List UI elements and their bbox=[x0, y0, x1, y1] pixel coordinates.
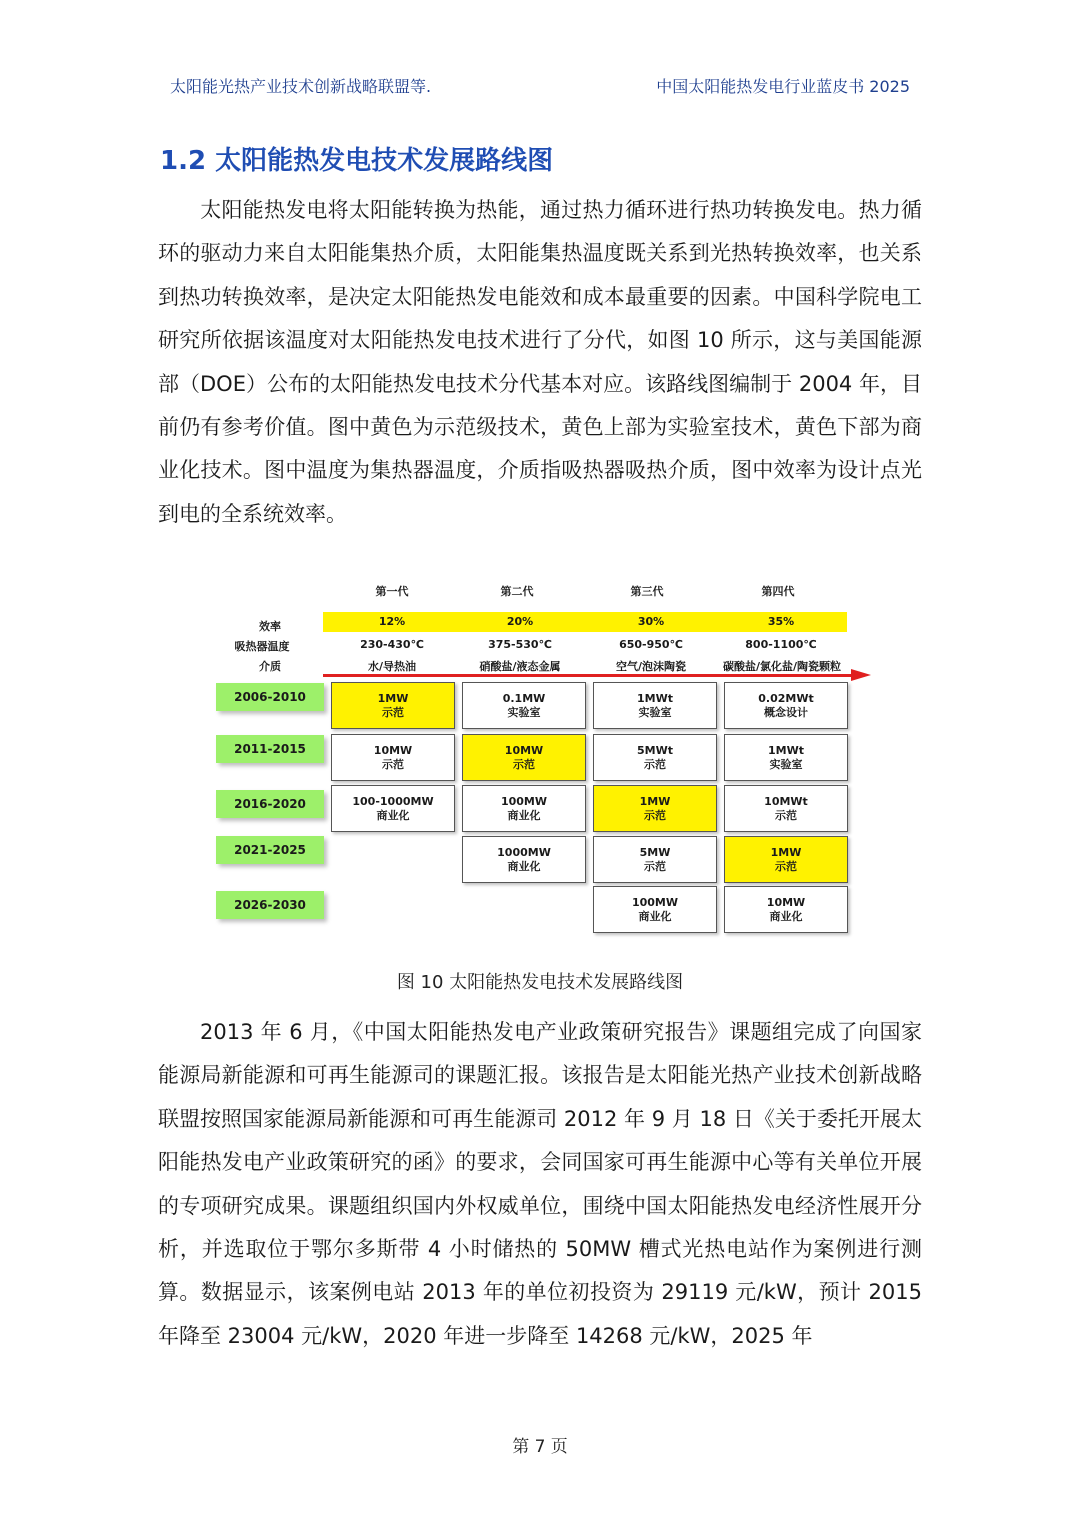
roadmap-cell bbox=[462, 734, 586, 781]
temperature-gen-4: 800-1100℃ bbox=[745, 638, 817, 651]
roadmap-cell-capacity: 1MW bbox=[377, 691, 409, 705]
roadmap-cell-capacity: 10MWt bbox=[764, 794, 808, 808]
efficiency-gen-2: 20% bbox=[506, 615, 534, 628]
roadmap-cell-capacity: 1MWt bbox=[768, 743, 804, 757]
period-2016-2020: 2016-2020 bbox=[216, 790, 324, 818]
roadmap-cell bbox=[593, 886, 717, 933]
roadmap-cell-capacity: 100-1000MW bbox=[352, 794, 434, 808]
medium-gen-2: 硝酸盐/液态金属 bbox=[479, 660, 561, 673]
period-2021-2025: 2021-2025 bbox=[216, 836, 324, 864]
roadmap-cell-capacity: 0.02MWt bbox=[758, 691, 814, 705]
generation-2-label: 第二代 bbox=[500, 585, 534, 598]
medium-gen-4: 碳酸盐/氯化盐/陶瓷颗粒 bbox=[722, 660, 842, 673]
period-2006-2010: 2006-2010 bbox=[216, 683, 324, 711]
roadmap-cell-stage: 示范 bbox=[644, 757, 666, 771]
medium-row-label: 介质 bbox=[259, 660, 281, 673]
roadmap-cell-capacity: 10MW bbox=[504, 743, 544, 757]
page-number: 第 7 页 bbox=[512, 1437, 568, 1457]
medium-gen-1: 水/导热油 bbox=[367, 660, 417, 673]
roadmap-cell-capacity: 1MWt bbox=[637, 691, 673, 705]
roadmap-cell bbox=[593, 836, 717, 883]
roadmap-cell-stage: 示范 bbox=[382, 757, 404, 771]
header-left: 太阳能光热产业技术创新战略联盟等. bbox=[170, 77, 432, 96]
temperature-row-label: 吸热器温度 bbox=[234, 640, 290, 653]
paragraph-1 bbox=[158, 189, 922, 536]
roadmap-cell-capacity: 1MW bbox=[770, 845, 802, 859]
roadmap-cell bbox=[462, 785, 586, 832]
section-title: 1.2 太阳能热发电技术发展路线图 bbox=[160, 146, 554, 176]
roadmap-cell-capacity: 100MW bbox=[631, 895, 679, 909]
efficiency-gen-4: 35% bbox=[767, 615, 795, 628]
roadmap-cell-stage: 实验室 bbox=[638, 705, 672, 719]
roadmap-cell-stage: 实验室 bbox=[507, 705, 541, 719]
roadmap-cell bbox=[331, 785, 455, 832]
paragraph-2 bbox=[158, 1011, 922, 1358]
roadmap-cell bbox=[462, 836, 586, 883]
roadmap-cell-capacity: 5MW bbox=[639, 845, 671, 859]
medium-gen-3: 空气/泡沫陶瓷 bbox=[615, 660, 687, 673]
roadmap-cell-capacity: 100MW bbox=[500, 794, 548, 808]
roadmap-cell-stage: 示范 bbox=[513, 757, 535, 771]
paragraph-2-text: 2013 年 6 月，《中国太阳能热发电产业政策研究报告》课题组完成了向国家能源局新能源和可再生能源司的课题汇报。该报告是太阳能光热产业技术创新战略联盟按照国家能源局新能源和可再生能源司 2012 年 9 月 18 日《关于委托开展太阳能热发电产业政策研究的函》的要求，会同国家可再生能源中心等有关单位开展的专项研究成果。课题组织国内外权威单位，围绕中国太阳能热发电经济性展开分析，并选取位于鄂尔多斯带 4 小时储热的 50MW 槽式光热电站作为案例进行测算。数据显示，该案例电站 2013 年的单位初投资为 29119 元/kW，预计 2015 年降至 23004 元/kW，2020 年进一步降至 14268 元/kW，2025 年 bbox=[158, 1020, 922, 1348]
period-2011-2015: 2011-2015 bbox=[216, 735, 324, 763]
header-right: 中国太阳能热发电行业蓝皮书 2025 bbox=[656, 77, 910, 96]
roadmap-cell-stage: 商业化 bbox=[638, 909, 672, 923]
roadmap-cell bbox=[331, 734, 455, 781]
roadmap-cell-stage: 示范 bbox=[644, 859, 666, 873]
roadmap-cell-stage: 商业化 bbox=[769, 909, 803, 923]
roadmap-cell bbox=[724, 785, 848, 832]
roadmap-figure bbox=[0, 575, 1080, 945]
period-2026-2030: 2026-2030 bbox=[216, 891, 324, 919]
roadmap-cell bbox=[593, 734, 717, 781]
roadmap-cell-capacity: 10MW bbox=[373, 743, 413, 757]
temperature-gen-2: 375-530℃ bbox=[488, 638, 552, 651]
roadmap-cell-stage: 示范 bbox=[382, 705, 404, 719]
roadmap-cell-stage: 示范 bbox=[775, 808, 797, 822]
efficiency-gen-3: 30% bbox=[637, 615, 665, 628]
temperature-gen-1: 230-430℃ bbox=[360, 638, 424, 651]
roadmap-cell bbox=[593, 785, 717, 832]
roadmap-cell-capacity: 1MW bbox=[639, 794, 671, 808]
roadmap-cell-stage: 概念设计 bbox=[764, 705, 808, 719]
generation-3-label: 第三代 bbox=[630, 585, 664, 598]
roadmap-cell-capacity: 5MWt bbox=[637, 743, 673, 757]
roadmap-cell-capacity: 10MW bbox=[766, 895, 806, 909]
generation-4-label: 第四代 bbox=[761, 585, 795, 598]
roadmap-cell bbox=[724, 734, 848, 781]
generation-1-label: 第一代 bbox=[375, 585, 409, 598]
roadmap-cell-stage: 商业化 bbox=[376, 808, 410, 822]
timeline-arrow-line bbox=[323, 674, 853, 677]
roadmap-cell bbox=[331, 682, 455, 729]
figure-caption: 图 10 太阳能热发电技术发展路线图 bbox=[396, 972, 684, 993]
timeline-arrow-head bbox=[851, 669, 871, 681]
roadmap-cell-stage: 商业化 bbox=[507, 859, 541, 873]
roadmap-cell-stage: 示范 bbox=[775, 859, 797, 873]
roadmap-cell bbox=[724, 682, 848, 729]
temperature-gen-3: 650-950℃ bbox=[619, 638, 683, 651]
roadmap-cell-stage: 示范 bbox=[644, 808, 666, 822]
efficiency-row-label: 效率 bbox=[259, 620, 281, 633]
roadmap-cell bbox=[593, 682, 717, 729]
paragraph-1-text: 太阳能热发电将太阳能转换为热能，通过热力循环进行热功转换发电。热力循环的驱动力来自太阳能集热介质，太阳能集热温度既关系到光热转换效率，也关系到热功转换效率，是决定太阳能热发电能效和成本最重要的因素。中国科学院电工研究所依据该温度对太阳能热发电技术进行了分代，如图 10 所示，这与美国能源部（DOE）公布的太阳能热发电技术分代基本对应。该路线图编制于 2004 年，目前仍有参考价值。图中黄色为示范级技术，黄色上部为实验室技术，黄色下部为商业化技术。图中温度为集热器温度，介质指吸热器吸热介质，图中效率为设计点光到电的全系统效率。 bbox=[158, 198, 922, 526]
roadmap-cell bbox=[462, 682, 586, 729]
roadmap-cell-capacity: 0.1MW bbox=[502, 691, 546, 705]
roadmap-cell bbox=[724, 836, 848, 883]
roadmap-cell-stage: 实验室 bbox=[769, 757, 803, 771]
roadmap-cell-stage: 商业化 bbox=[507, 808, 541, 822]
roadmap-cell bbox=[724, 886, 848, 933]
roadmap-cell-capacity: 1000MW bbox=[497, 845, 551, 859]
efficiency-gen-1: 12% bbox=[378, 615, 406, 628]
